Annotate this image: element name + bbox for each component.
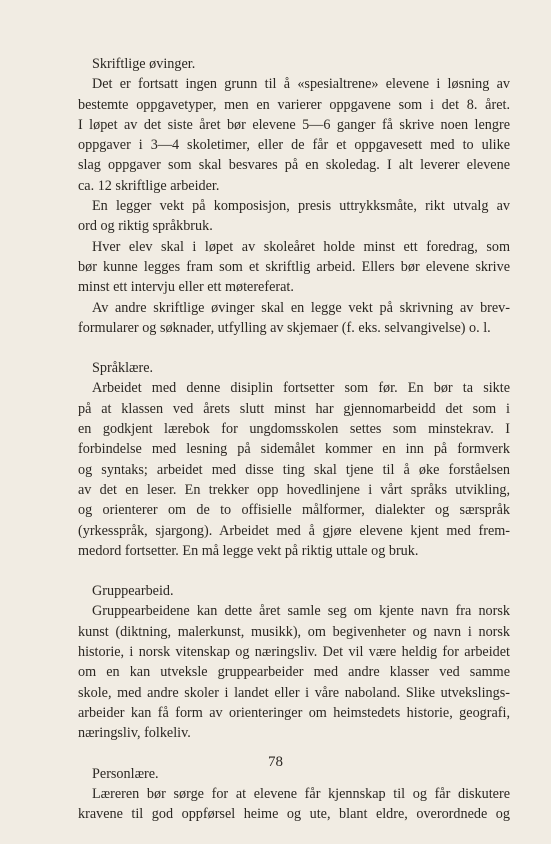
section-gap — [78, 561, 510, 581]
text-line: formularer og søknader, utfylling av skjemaer (f. eks. selvangivelse) o. l. — [78, 319, 491, 336]
text-line: slag oppgaver som skal besvares på en skoledag. I alt leverer elevene — [78, 157, 510, 174]
text-line: minst ett intervju eller ett møtereferat. — [78, 279, 294, 296]
text-line: oppgaver i 3—4 skoletimer, eller de får et oppgavesett med to ulike — [78, 137, 510, 154]
text-line: historie, i norsk vitenskap og næringsliv. Det vil være heldig for arbeidet — [78, 644, 510, 661]
text-line: En legger vekt på komposisjon, presis uttrykksmåte, rikt utvalg av — [92, 198, 510, 215]
text-line: ord og riktig språkbruk. — [78, 218, 213, 235]
text-line: kravene til god oppførsel heime og ute, blant eldre, overordnede og — [78, 806, 510, 823]
text-line: ca. 12 skriftlige arbeider. — [78, 177, 220, 194]
section-heading: Skriftlige øvinger. — [92, 56, 196, 72]
text-line: bestemte oppgavetyper, men en varierer oppgavene som i det 8. året. — [78, 96, 510, 113]
section — [78, 358, 510, 561]
text-line: på at klassen ved årets slutt minst har gjennomarbeidd det som i — [78, 400, 510, 417]
text-line: Det er fortsatt ingen grunn til å «spesialtrene» elevene i løsning av — [92, 76, 510, 93]
section-gap — [78, 338, 510, 358]
section-heading: Språklære. — [92, 360, 154, 377]
text-line: medord fortsetter. En må legge vekt på riktig uttale og bruk. — [78, 542, 419, 559]
text-line: en godkjent lærebok for ungdomsskolen settes som minstekrav. I — [78, 421, 510, 438]
page-text — [78, 54, 510, 824]
text-line: kunst (diktning, malerkunst, musikk), om begivenheter og navn i norsk — [78, 623, 510, 640]
section-heading: Gruppearbeid. — [92, 583, 174, 600]
section — [78, 54, 510, 338]
section — [78, 764, 510, 825]
text-line: Gruppearbeidene kan dette året samle seg om kjente navn fra norsk — [92, 603, 510, 620]
text-line: av det en leser. En trekker opp hovedlinjene i vårt språks utvikling, — [78, 481, 510, 498]
text-line: næringsliv, folkeliv. — [78, 725, 191, 742]
text-line: og orienterer om de to offisielle målformer, dialekter og særspråk — [78, 502, 510, 519]
text-line: I løpet av det siste året bør elevene 5—6 ganger få skrive noen lengre — [78, 116, 510, 133]
section-heading: Personlære. — [92, 765, 159, 782]
text-line: om en kan utveksle gruppearbeider med andre klasser ved samme — [78, 664, 510, 681]
text-line: Arbeidet med denne disiplin fortsetter som før. En bør ta sikte — [92, 380, 510, 397]
text-line: Læreren bør sørge for at elevene får kjennskap til og får diskutere — [92, 785, 510, 802]
section — [78, 581, 510, 743]
text-line: Hver elev skal i løpet av skoleåret holde minst ett foredrag, som — [92, 238, 510, 255]
text-line: (yrkesspråk, sjargong). Arbeidet med å gjøre elevene kjent med frem- — [78, 522, 510, 539]
text-line: arbeider kan få form av orienteringer om heimstedets historie, geografi, — [78, 704, 510, 721]
text-line: Av andre skriftlige øvinger skal en legge vekt på skrivning av brev- — [92, 299, 510, 316]
text-line: bør kunne legges fram som et skriftlig arbeid. Ellers bør elevene skrive — [78, 258, 510, 275]
page-number: 78 — [268, 754, 283, 770]
text-line: skole, med andre skoler i landet eller i våre naboland. Slike utvekslings- — [78, 684, 510, 701]
text-line: forbindelse med lesning på sidemålet kommer en inn på formverk — [78, 441, 510, 458]
text-line: og syntaks; arbeidet med disse ting skal tjene til å øke forståelsen — [78, 461, 510, 478]
